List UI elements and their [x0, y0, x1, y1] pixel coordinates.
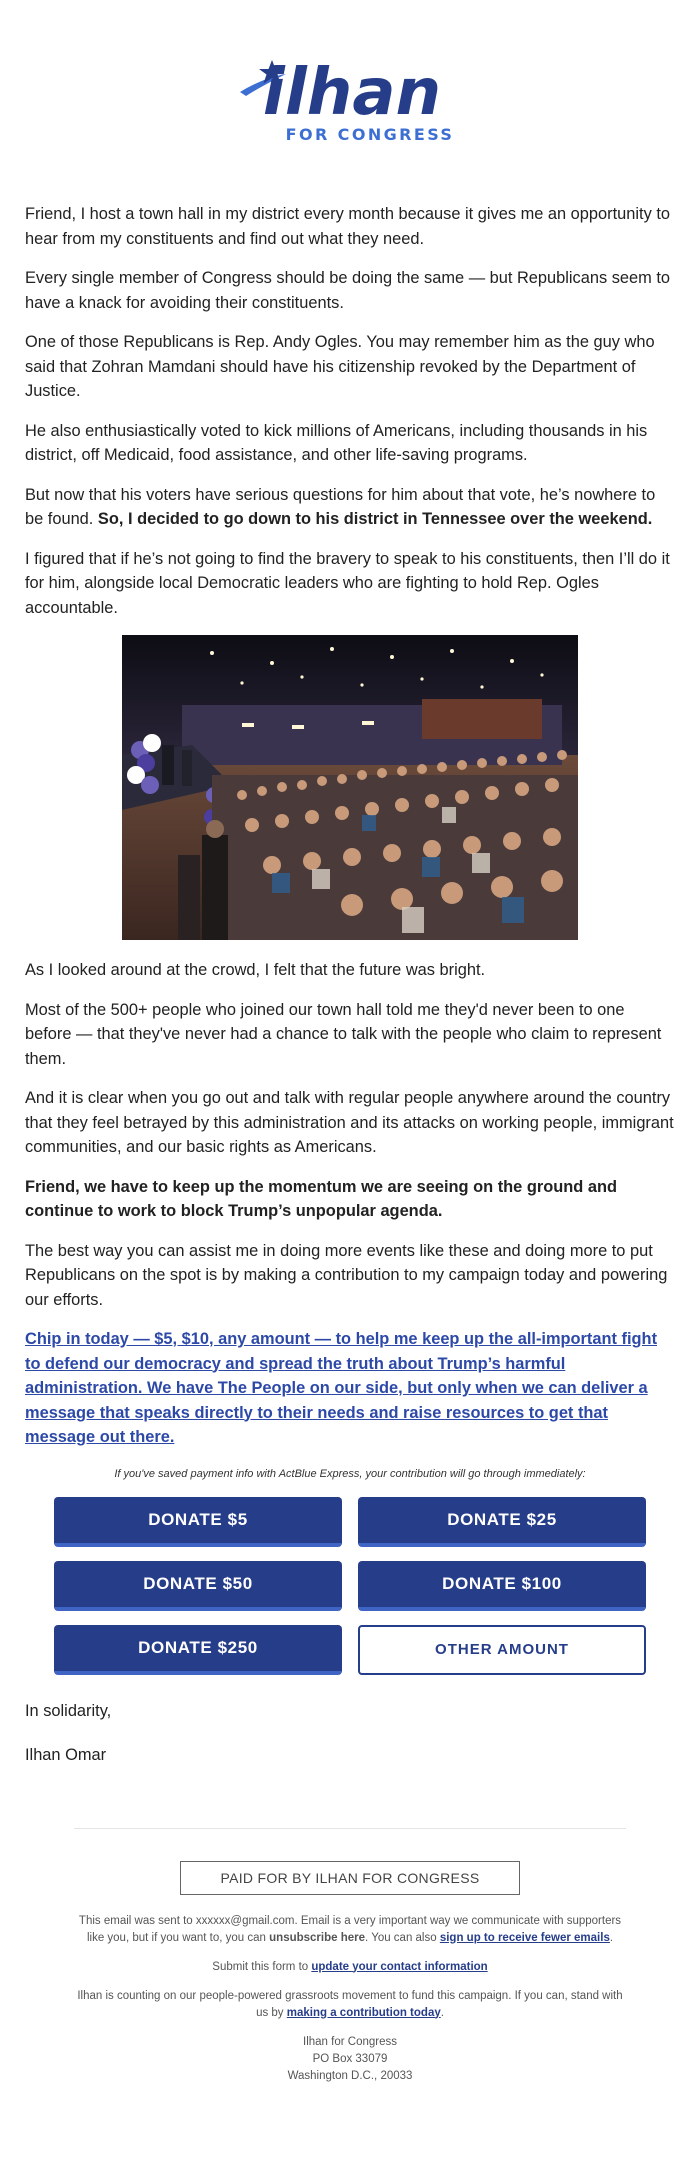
contribution-link[interactable]: making a contribution today	[286, 2006, 441, 2019]
mailing-address	[70, 2034, 630, 2085]
footer-text: Submit this form to	[212, 1960, 312, 1973]
email-body	[0, 202, 700, 1450]
campaign-logo	[0, 0, 700, 162]
footer-email-notice	[70, 1913, 630, 1947]
fewer-emails-link[interactable]: sign up to receive fewer emails	[439, 1931, 610, 1944]
closing: In solidarity,	[25, 1701, 112, 1720]
town-hall-photo	[122, 635, 578, 940]
donate-50-button[interactable]: DONATE $50	[54, 1561, 342, 1611]
donate-25-button[interactable]: DONATE $25	[358, 1497, 646, 1547]
paragraph: The best way you can assist me in doing more events like these and doing more to put Republicans on the spot is by making a contribution to my campaign today and powering our efforts.	[25, 1241, 668, 1309]
paragraph: One of those Republicans is Rep. Andy Ogles. You may remember him as the guy who said that Zohran Mamdani should have his citizenship revoked by the Department of Justice.	[25, 333, 655, 400]
donate-5-button[interactable]: DONATE $5	[54, 1497, 342, 1547]
footer-divider	[74, 1828, 626, 1829]
footer	[0, 1913, 700, 2085]
svg-text:FOR CONGRESS: FOR CONGRESS	[285, 125, 455, 144]
paragraph-text: But now that his voters have serious questions for him about that vote, he’s nowhere to be found.	[25, 485, 656, 528]
footer-text: .	[440, 2006, 444, 2019]
paragraph	[25, 483, 675, 532]
update-contact-link[interactable]: update your contact information	[311, 1960, 488, 1973]
recipient-email: xxxxxx@gmail.com	[195, 1914, 295, 1927]
footer-text: . You can also	[365, 1931, 440, 1944]
signoff	[0, 1699, 700, 1768]
unsubscribe-text: unsubscribe here	[269, 1931, 366, 1944]
chip-in-link[interactable]: Chip in today — $5, $10, any amount — to help me keep up the all-important fight to defend our democracy and spread the truth about Trump’s harmful administration. We have The People on our side, but only when we can deliver a message that speaks directly to their needs and raise resources to get that message out there.	[25, 1330, 658, 1446]
paragraph: As I looked around at the crowd, I felt that the future was bright.	[25, 961, 486, 979]
signature-name: Ilhan Omar	[25, 1746, 107, 1764]
footer-update-notice	[70, 1959, 630, 1976]
donate-100-button[interactable]: DONATE $100	[358, 1561, 646, 1611]
svg-text:ilhan: ilhan	[262, 58, 442, 130]
donate-250-button[interactable]: DONATE $250	[54, 1625, 342, 1675]
footer-text: . Email is a very important way we communicate with supporters like you, but if you want to, you can	[86, 1914, 622, 1944]
address-po-box: PO Box 33079	[312, 2052, 388, 2065]
paragraph: He also enthusiastically voted to kick millions of Americans, including thousands in his district, off Medicaid, food assistance, and other life-saving programs.	[25, 421, 648, 464]
paragraph: Every single member of Congress should be doing the same — but Republicans seem to have a knack for avoiding their constituents.	[25, 269, 671, 312]
paragraph: And it is clear when you go out and talk with regular people anywhere around the country that they feel betrayed by this administration and its attacks on working people, immigrant communities, and our basic rights as Americans.	[25, 1089, 674, 1156]
donate-buttons	[54, 1497, 646, 1675]
footer-text: This email was sent to	[78, 1914, 196, 1927]
paragraph-bold-text: So, I decided to go down to his district in Tennessee over the weekend.	[97, 510, 653, 528]
footer-contribution-notice	[70, 1988, 630, 2022]
address-city: Washington D.C., 20033	[287, 2069, 413, 2082]
paragraph	[25, 1175, 675, 1224]
paragraph: Most of the 500+ people who joined our town hall told me they'd never been to one before — that they've never had a chance to talk with the people who claim to represent them.	[25, 1000, 662, 1068]
paragraph: I figured that if he’s not going to find the bravery to speak to his constituents, then I’ll do it for him, alongside local Democratic leaders who are fighting to hold Rep. Ogles accountable.	[25, 549, 670, 617]
paragraph-bold-text: Friend, we have to keep up the momentum we are seeing on the ground and continue to work to block Trump’s unpopular agenda.	[25, 1177, 617, 1220]
other-amount-button[interactable]: OTHER AMOUNT	[358, 1625, 646, 1675]
address-org: Ilhan for Congress	[303, 2035, 397, 2048]
paragraph: Friend, I host a town hall in my district every month because it gives me an opportunity to hear from my constituents and find out what they need.	[25, 205, 671, 248]
cta-paragraph	[25, 1327, 675, 1450]
ilhan-logo-icon	[234, 58, 466, 148]
footer-text: .	[609, 1931, 614, 1944]
paid-for-box: PAID FOR BY ILHAN FOR CONGRESS	[180, 1861, 520, 1895]
footer-text: Ilhan is counting on our people-powered grassroots movement to fund this campaign. If you can, stand with us by	[77, 1989, 623, 2019]
actblue-note: If you've saved payment info with ActBlue Express, your contribution will go through immediately:	[114, 1467, 586, 1480]
